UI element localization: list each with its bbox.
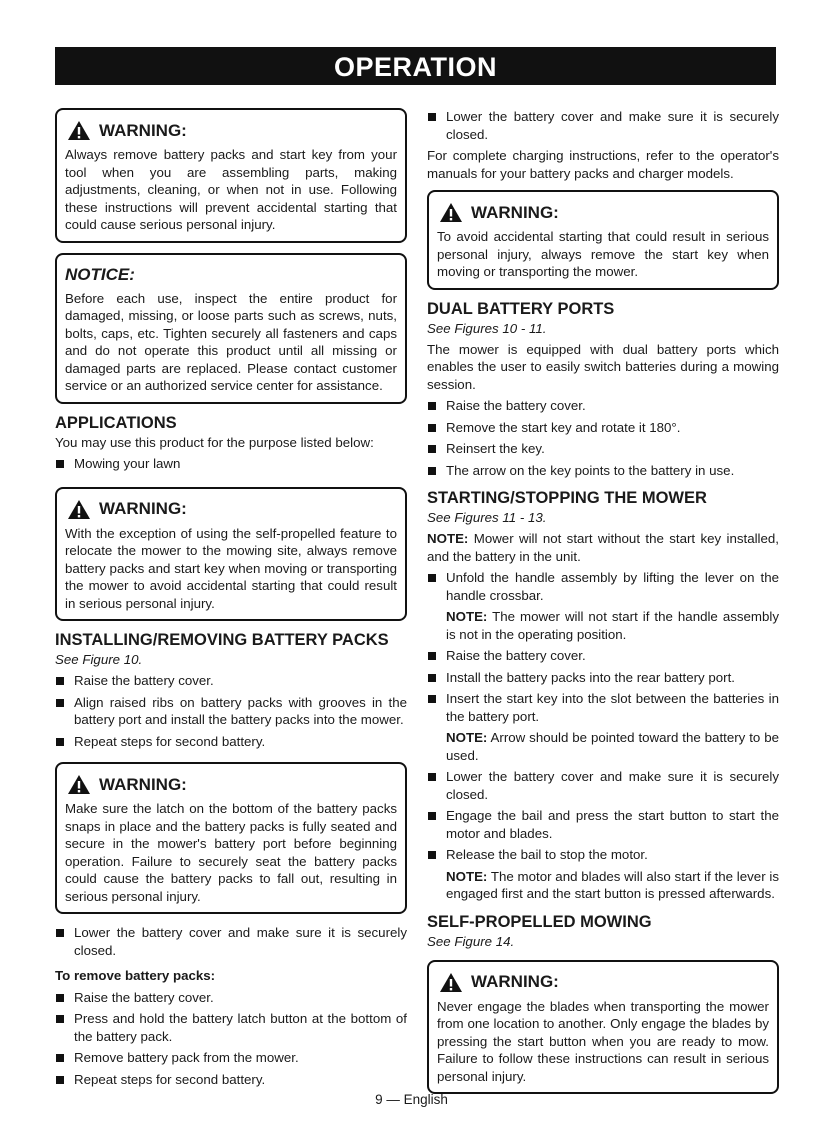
list-item: Remove battery pack from the mower. (55, 1049, 407, 1067)
note-text: The motor and blades will also start if the lever is engaged first and the start button is pressed afterwards. (446, 868, 779, 901)
remove-subheading: To remove battery packs: (55, 968, 216, 983)
handle-note (427, 608, 779, 643)
warning-text: Never engage the blades when transporting the mower from one location to another. Only engage the blades by pressing the start button when you are ready to mow. Failure to follow these instructions can result in serious personal injury. (437, 998, 769, 1084)
starting-steps-2 (427, 647, 779, 725)
list-item: Unfold the handle assembly by lifting the lever on the handle crossbar. (427, 569, 779, 604)
remove-steps (55, 989, 407, 1089)
warning-box-transport (55, 487, 407, 622)
list-item: Mowing your lawn (55, 455, 407, 473)
note-text: The mower will not start if the handle assembly is not in the operating position. (446, 609, 779, 642)
list-item: Insert the start key into the slot between the batteries in the battery port. (427, 690, 779, 725)
warning-text: Always remove battery packs and start key from your tool when you are assembling parts, making adjustments, cleaning, or when not in use. Following these instructions will prevent accidental starting that could cause serious personal injury. (65, 147, 397, 232)
installing-steps (55, 672, 407, 750)
warning-title: WARNING: (471, 202, 559, 222)
lever-note (427, 868, 779, 903)
starting-steps-1 (427, 569, 779, 604)
section-header-bar (55, 47, 776, 85)
warning-text: To avoid accidental starting that could result in serious personal injury, always remove the start key when moving or transporting the mower. (437, 229, 769, 279)
notice-box (55, 253, 407, 404)
note-label: NOTE: (446, 730, 488, 745)
list-item: Lower the battery cover and make sure it is securely closed. (427, 768, 779, 803)
dual-ports-heading: DUAL BATTERY PORTS (427, 299, 615, 318)
list-item: Repeat steps for second battery. (55, 733, 407, 751)
list-item: Lower the battery cover and make sure it is securely closed. (427, 108, 779, 143)
warning-box-start-key (427, 190, 779, 290)
applications-intro: You may use this product for the purpose listed below: (55, 434, 374, 450)
starting-note (427, 530, 779, 565)
figure-reference: See Figure 14. (427, 933, 515, 949)
dual-ports-intro: The mower is equipped with dual battery ports which enables the user to easily switch batteries during a mowing session. (427, 341, 779, 392)
warning-box-remove-battery (55, 108, 407, 243)
list-item: The arrow on the key points to the battery in use. (427, 462, 779, 480)
figure-reference: See Figure 10. (55, 652, 143, 667)
list-item: Align raised ribs on battery packs with grooves in the battery port and install the battery packs into the mower. (55, 694, 407, 729)
warning-text: Make sure the latch on the bottom of the battery packs snaps in place and the battery packs is fully seated and secure in the mower's battery port before beginning operation. Failure to securely seat the battery packs could cause the battery packs to fall out, resulting in serious personal injury. (65, 801, 397, 904)
list-item: Install the battery packs into the rear battery port. (427, 669, 779, 687)
warning-title: WARNING: (471, 972, 559, 991)
note-label: NOTE: (427, 531, 469, 546)
list-item: Lower the battery cover and make sure it is securely closed. (55, 924, 407, 959)
figure-reference: See Figures 11 - 13. (427, 510, 547, 525)
list-item: Raise the battery cover. (427, 647, 779, 665)
starting-heading: STARTING/STOPPING THE MOWER (427, 489, 707, 507)
list-item: Raise the battery cover. (427, 397, 779, 415)
list-item: Repeat steps for second battery. (55, 1071, 407, 1089)
warning-box-latch (55, 762, 407, 914)
list-item: Release the bail to stop the motor. (427, 846, 779, 864)
warning-triangle-icon (67, 774, 91, 795)
warning-triangle-icon (439, 972, 463, 993)
list-item: Raise the battery cover. (55, 989, 407, 1007)
note-label: NOTE: (446, 868, 488, 884)
installing-heading: INSTALLING/REMOVING BATTERY PACKS (55, 631, 389, 649)
figure-reference: See Figures 10 - 11. (427, 320, 547, 336)
list-item: Reinsert the key. (427, 440, 779, 458)
warning-triangle-icon (67, 499, 91, 520)
warning-title: WARNING: (99, 774, 187, 794)
list-item: Remove the start key and rotate it 180°. (427, 419, 779, 437)
charging-instructions: For complete charging instructions, refer to the operator's manuals for your battery packs and charger models. (427, 148, 779, 181)
note-text: Arrow should be pointed toward the battery to be used. (446, 730, 779, 763)
warning-triangle-icon (439, 202, 463, 223)
list-item: Engage the bail and press the start button to start the motor and blades. (427, 807, 779, 842)
applications-heading: APPLICATIONS (55, 413, 177, 432)
lower-cover-step (427, 108, 779, 143)
warning-text: With the exception of using the self-propelled feature to relocate the mower to the mowing site, always remove battery packs and start key when moving or transporting the mower to avoid accidental starting that could result in serious personal injury. (65, 525, 397, 611)
notice-text: Before each use, inspect the entire product for damaged, missing, or loose parts such as screws, nuts, bolts, caps, etc. Tighten securely all fasteners and caps and do not operate this product until all missing or damaged parts are replaced. Please contact customer service or an authorized service center for assistance. (65, 290, 397, 393)
arrow-note (427, 729, 779, 764)
notice-title: NOTICE: (65, 264, 135, 284)
list-item: Press and hold the battery latch button at the bottom of the battery pack. (55, 1010, 407, 1045)
warning-box-blades (427, 960, 779, 1095)
page-footer: 9 — English (375, 1092, 448, 1107)
applications-list (55, 455, 407, 473)
lower-cover-step (55, 924, 407, 959)
note-label: NOTE: (446, 609, 488, 624)
warning-title: WARNING: (99, 499, 187, 518)
dual-ports-steps (427, 397, 779, 479)
left-column (55, 108, 407, 1096)
warning-title: WARNING: (99, 120, 187, 140)
self-propelled-heading: SELF-PROPELLED MOWING (427, 912, 652, 931)
warning-triangle-icon (67, 120, 91, 141)
section-title: OPERATION (333, 52, 497, 82)
note-text: Mower will not start without the start key installed, and the battery in the unit. (427, 531, 779, 564)
list-item: Raise the battery cover. (55, 672, 407, 690)
right-column (427, 108, 779, 1104)
starting-steps-3 (427, 768, 779, 864)
